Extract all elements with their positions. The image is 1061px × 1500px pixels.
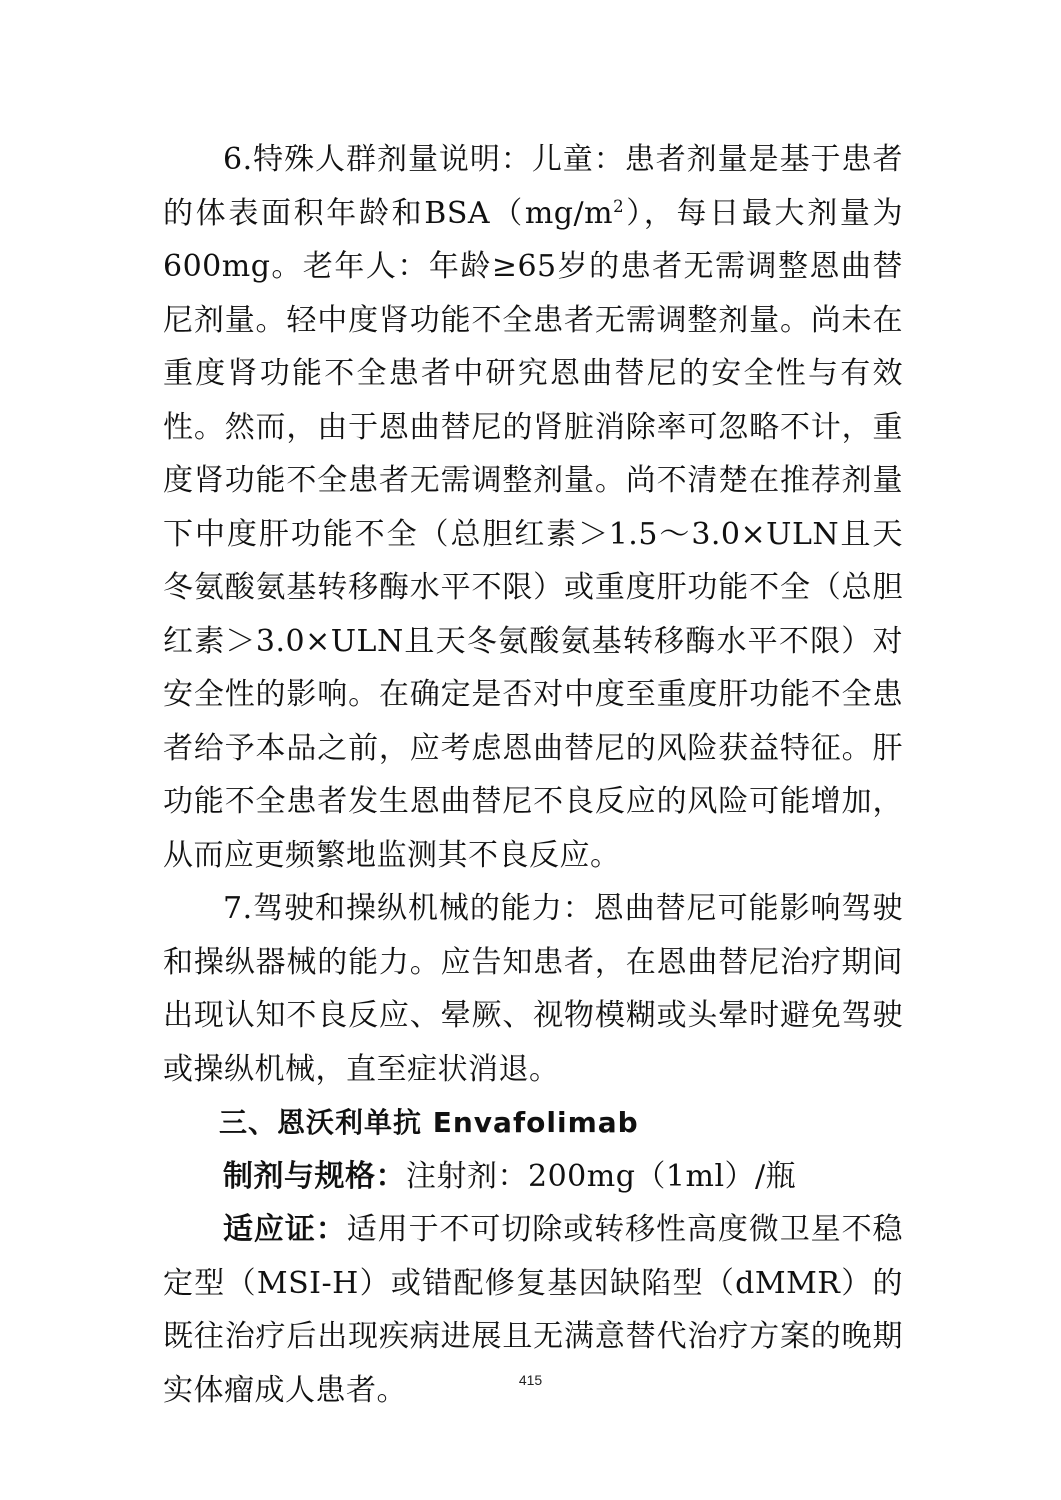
paragraph-text: 6.特殊人群剂量说明：儿童：患者剂量是基于患者的体表面积年龄和BSA（mg/m: [163, 142, 903, 231]
page-number: 415: [518, 1372, 543, 1388]
paragraph-text-continued: ），每日最大剂量为600mg。老年人：年龄≥65岁的患者无需调整恩曲替尼剂量。轻中度肾功能不全患者无需调整剂量。尚未在重度肾功能不全患者中研究恩曲替尼的安全性与有效性。然而，由于恩曲替尼的肾脏消除率可忽略不计，重度肾功能不全患者无需调整剂量。尚不清楚在推荐剂量下中度肝功能不全（总胆红素＞1.5～3.0×ULN且天冬氨酸氨基转移酶水平不限）或重度肝功能不全（总胆红素＞3.0×ULN且天冬氨酸氨基转移酶水平不限）对安全性的影响。在确定是否对中度至重度肝功能不全患者给予本品之前，应考虑恩曲替尼的风险获益特征。肝功能不全患者发生恩曲替尼不良反应的风险可能增加，从而应更频繁地监测其不良反应。: [163, 195, 904, 873]
paragraph-driving-ability: 7.驾驶和操纵机械的能力：恩曲替尼可能影响驾驶和操纵器械的能力。应告知患者，在恩曲替尼治疗期间出现认知不良反应、晕厥、视物模糊或头晕时避免驾驶或操纵机械，直至症状消退。: [163, 891, 903, 1087]
paragraph-formulation: [163, 1150, 903, 1204]
section-heading: 三、恩沃利单抗 Envafolimab: [219, 1106, 639, 1139]
paragraph-special-populations: [163, 133, 903, 882]
indication-label: 适应证：: [223, 1212, 347, 1247]
formulation-label: 制剂与规格：: [223, 1158, 406, 1194]
document-body: [163, 133, 903, 1417]
indication-value: 适用于不可切除或转移性高度微卫星不稳定型（MSI-H）或错配修复基因缺陷型（dMMR）的既往治疗后出现疾病进展且无满意替代治疗方案的晚期实体瘤成人患者。: [163, 1212, 904, 1408]
superscript: 2: [613, 196, 625, 216]
formulation-value: 注射剂：200mg（1ml）/瓶: [406, 1158, 797, 1194]
